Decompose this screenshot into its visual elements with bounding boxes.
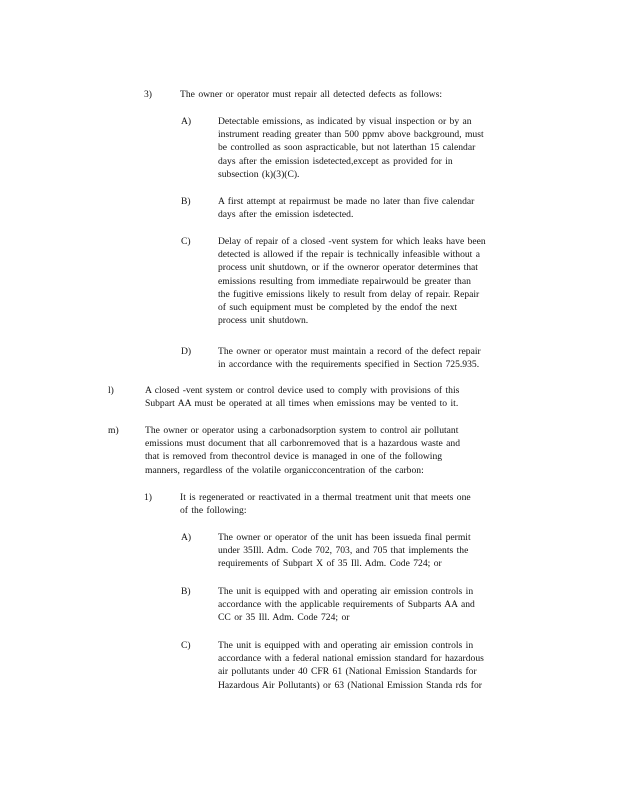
text-line: under 35Ill. Adm. Code 702, 703, and 705 that implements the bbox=[218, 545, 469, 557]
item-label: A) bbox=[181, 116, 192, 127]
text-line: of such equipment must be completed by the endof the next bbox=[218, 302, 458, 314]
paragraph-text bbox=[218, 115, 538, 181]
text-line: in accordance with the requirements specified in Section 725.935. bbox=[218, 359, 480, 371]
item-label: 1) bbox=[144, 492, 152, 503]
text-line: process unit shutdown, or if the owneror operator determines that bbox=[218, 262, 478, 274]
text-line: air pollutants under 40 CFR 61 (National Emission Standards for bbox=[218, 666, 477, 678]
text-line: A first attempt at repairmust be made no later than five calendar bbox=[218, 196, 475, 207]
text-line: detected is allowed if the repair is technically infeasible without a bbox=[218, 249, 481, 261]
text-line: Hazardous Air Pollutants) or 63 (National Emission Standa rds for bbox=[218, 679, 482, 691]
item-label: B) bbox=[181, 196, 191, 207]
text-line: the fugitive emissions likely to result from delay of repair. Repair bbox=[218, 288, 480, 300]
text-line: be controlled as soon aspracticable, but not laterthan 15 calendar bbox=[218, 142, 476, 154]
text-line: subsection (k)(3)(C). bbox=[218, 168, 300, 180]
text-line: manners, regardless of the volatile organicconcentration of the carbon: bbox=[145, 464, 424, 476]
text-line: Delay of repair of a closed -vent system for which leaks have been bbox=[218, 236, 486, 247]
text-line: It is regenerated or reactivated in a thermal treatment unit that meets one bbox=[180, 492, 471, 503]
item-label: B) bbox=[181, 586, 191, 597]
paragraph-text bbox=[180, 88, 520, 101]
text-line: accordance with a federal national emission standard for hazardous bbox=[218, 653, 484, 665]
item-label: l) bbox=[108, 385, 114, 396]
paragraph-text bbox=[218, 639, 538, 692]
text-line: instrument reading greater than 500 ppmv above background, must bbox=[218, 129, 484, 141]
paragraph-text bbox=[218, 531, 538, 571]
text-line: The unit is equipped with and operating air emission controls in bbox=[218, 586, 474, 597]
paragraph-text bbox=[145, 424, 530, 477]
text-line: Subpart AA must be operated at all times when emissions may be vented to it. bbox=[145, 398, 459, 410]
text-line: A closed -vent system or control device used to comply with provisions of this bbox=[145, 385, 460, 396]
text-line: of the following: bbox=[180, 505, 247, 517]
item-label: C) bbox=[181, 236, 191, 247]
paragraph-text bbox=[218, 235, 538, 327]
item-label: m) bbox=[108, 425, 119, 436]
paragraph-text bbox=[180, 491, 530, 517]
text-line: The unit is equipped with and operating air emission controls in bbox=[218, 640, 474, 651]
text-line: days after the emission isdetected,except as provided for in bbox=[218, 155, 453, 167]
text-line: process unit shutdown. bbox=[218, 315, 309, 327]
item-label: 3) bbox=[144, 89, 152, 100]
text-line: The owner or operator using a carbonadsorption system to control air pollutant bbox=[145, 425, 459, 436]
text-line: The owner or operator must maintain a record of the defect repair bbox=[218, 346, 481, 357]
text-line: Detectable emissions, as indicated by visual inspection or by an bbox=[218, 116, 472, 127]
paragraph-text bbox=[218, 195, 538, 221]
text-line: The owner or operator must repair all detected defects as follows: bbox=[180, 89, 443, 100]
paragraph-text bbox=[145, 384, 525, 410]
text-line: days after the emission isdetected. bbox=[218, 209, 354, 221]
text-line: emissions must document that all carbonremoved that is a hazardous waste and bbox=[145, 438, 460, 450]
text-line: CC or 35 Ill. Adm. Code 724; or bbox=[218, 612, 350, 624]
text-line: emissions resulting from immediate repairwould be greater than bbox=[218, 275, 471, 287]
paragraph-text bbox=[218, 345, 538, 371]
item-label: D) bbox=[181, 346, 192, 357]
paragraph-text bbox=[218, 585, 538, 625]
text-line: requirements of Subpart X of 35 Ill. Adm. Code 724; or bbox=[218, 558, 442, 570]
text-line: The owner or operator of the unit has been issueda final permit bbox=[218, 532, 471, 543]
item-label: A) bbox=[181, 532, 192, 543]
text-line: that is removed from thecontrol device is managed in one of the following bbox=[145, 451, 443, 463]
text-line: accordance with the applicable requirements of Subparts AA and bbox=[218, 599, 475, 611]
item-label: C) bbox=[181, 640, 191, 651]
